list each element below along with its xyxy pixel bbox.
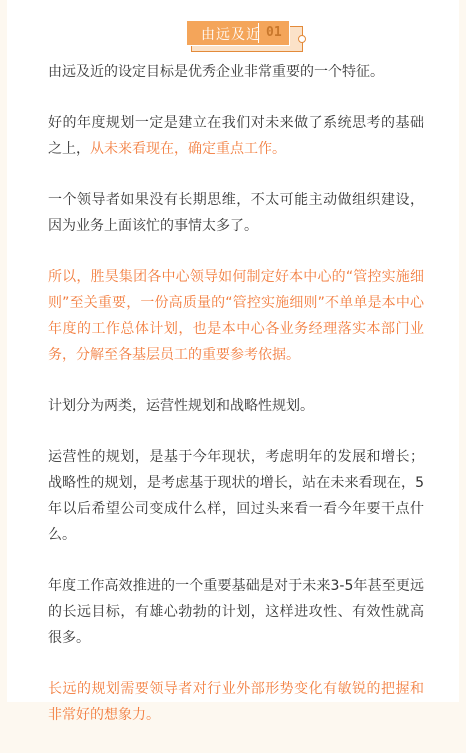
paragraph-text: 一个领导者如果没有长期思维，不太可能主动做组织建设，因为业务上面该忙的事情太多了。 — [48, 192, 424, 234]
paragraph-5 — [48, 393, 424, 419]
paragraph-text: 由远及近的设定目标是优秀企业非常重要的一个特征。 — [48, 64, 384, 80]
paragraph-highlight: 从未来看现在，确定重点工作。 — [90, 141, 286, 157]
paragraph-3 — [48, 187, 424, 239]
paragraph-6 — [48, 444, 424, 548]
paragraph-1 — [48, 59, 424, 85]
section-title: 由远及近 — [201, 27, 261, 43]
section-header — [186, 20, 304, 52]
paragraph-prefix: 所以， — [48, 269, 91, 285]
paragraph-8 — [48, 676, 424, 728]
header-dot-ornament — [298, 35, 306, 43]
paragraph-4 — [48, 264, 424, 368]
paragraph-text: 年度工作高效推进的一个重要基础是对于未来3-5年甚至更远的长远目标，有雄心勃勃的计划，这样进攻性、有效性就高很多。 — [48, 578, 424, 646]
article-page — [7, 0, 459, 723]
paragraph-7 — [48, 573, 424, 651]
paragraph-text: 好的年度规划一定是建立在我们对未来做了系统思考的基础之上， — [48, 115, 424, 157]
paragraph-highlight: 胜昊集团各中心领导如何制定好本中心的“管控实施细则”至关重要，一份高质量的“管控实施细则”不单单是本中心年度的工作总体计划，也是本中心各业务经理落实本部门业务，分解至各基层员工的重要参考依据。 — [48, 269, 424, 363]
paragraph-text: 计划分为两类，运营性规划和战略性规划。 — [48, 398, 314, 414]
paragraph-2 — [48, 110, 424, 162]
article-body — [48, 59, 424, 753]
paragraph-highlight: 长远的规划需要领导者对行业外部形势变化有敏锐的把握和非常好的想象力。 — [48, 681, 424, 723]
paragraph-text: 运营性的规划，是基于今年现状，考虑明年的发展和增长；战略性的规划，是考虑基于现状的增长，站在未来看现在，5年以后希望公司变成什么样，回过头来看一看今年要干点什么。 — [48, 449, 424, 543]
section-number: 01 — [266, 25, 282, 40]
